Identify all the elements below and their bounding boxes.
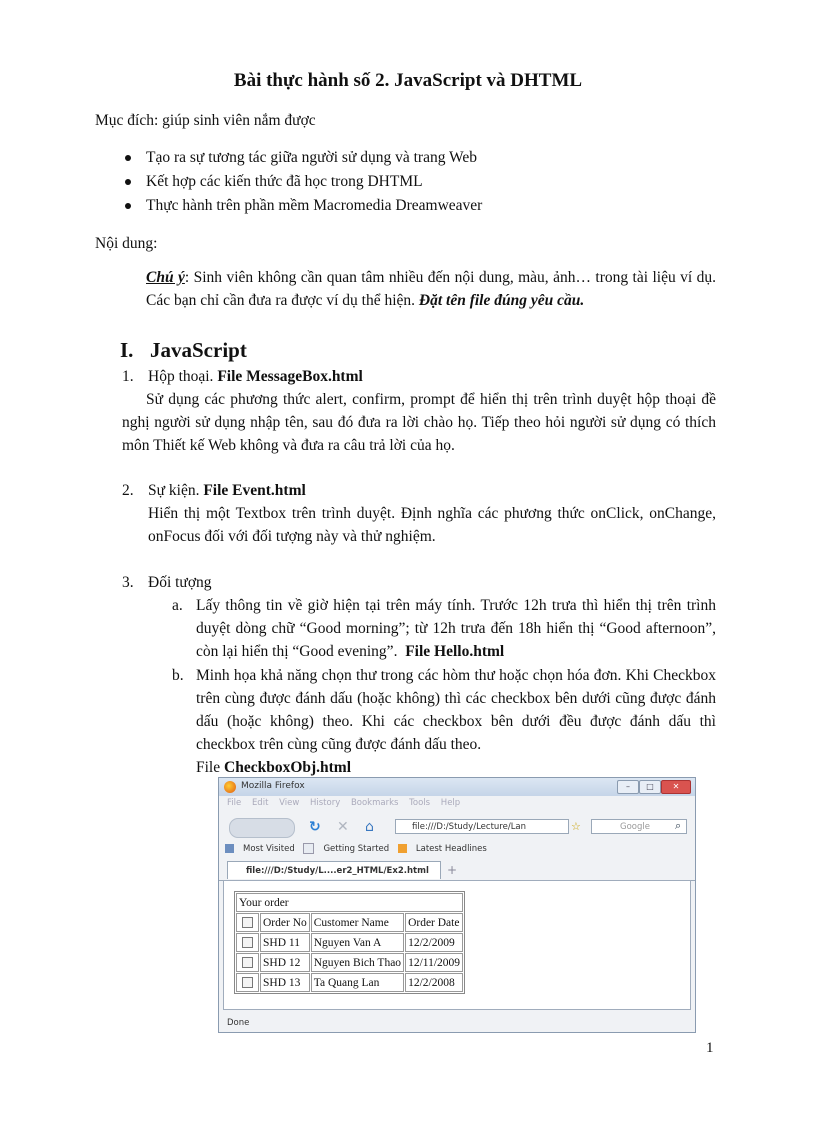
stop-icon[interactable]: ✕	[337, 819, 349, 835]
table-caption: Your order	[236, 893, 463, 912]
maximize-icon[interactable]: □	[639, 780, 661, 794]
search-input[interactable]: Google	[591, 819, 687, 834]
bookmark-icon	[225, 844, 234, 853]
bookmark-label: Getting Started	[323, 844, 390, 854]
rss-icon	[398, 844, 407, 853]
bullet-item: Thực hành trên phần mềm Macromedia Dreamweaver	[122, 194, 482, 218]
bookmarks-toolbar	[219, 840, 695, 858]
bookmark-getting-started[interactable]	[303, 844, 389, 854]
page-title: Bài thực hành số 2. JavaScript và DHTML	[233, 70, 583, 91]
item-2-body: Hiển thị một Textbox trên trình duyệt. Định nghĩa các phương thức onClick, onChange, onFocus đối với đối tượng này và thử nghiệm.	[148, 505, 716, 545]
purpose-bullet-list	[122, 146, 482, 218]
menu-view[interactable]: View	[279, 798, 300, 808]
order-date-cell: 12/11/2009	[405, 953, 463, 972]
sub-a-body	[196, 594, 716, 663]
browser-window-title: Mozilla Firefox	[241, 781, 305, 791]
browser-content	[223, 880, 691, 1010]
menu-tools[interactable]: Tools	[409, 798, 431, 808]
section-title: JavaScript	[150, 338, 247, 362]
close-icon[interactable]: ✕	[661, 780, 691, 794]
page-number: 1	[706, 1040, 714, 1056]
order-no-cell: SHD 13	[260, 973, 310, 992]
item-file: File MessageBox.html	[217, 368, 363, 385]
bullet-item: Tạo ra sự tương tác giữa người sử dụng và trang Web	[122, 146, 482, 170]
select-all-checkbox[interactable]	[242, 917, 253, 928]
item-2-heading	[122, 479, 306, 502]
item-1-body: Sử dụng các phương thức alert, confirm, prompt để hiển thị trên trình duyệt hộp thoại đề nghị người sử dụng nhập tên, sau đó đưa ra lời chào họ. Tiếp theo hỏi người sử dụng có thích môn Thiết kế Web không và đưa ra câu trả lời của họ.	[122, 391, 716, 454]
minimize-icon[interactable]: –	[617, 780, 639, 794]
browser-screenshot	[218, 777, 696, 1033]
select-all-cell	[236, 913, 259, 932]
sub-b-file: CheckboxObj.html	[224, 759, 352, 776]
note-text: : Sinh viên không cần quan tâm nhiều đến nội dung, màu, ảnh… trong tài liệu ví dụ. Các bạn chỉ cần đưa ra được ví dụ thể hiện.	[146, 269, 716, 309]
menu-edit[interactable]: Edit	[251, 798, 269, 808]
order-no-cell: SHD 11	[260, 933, 310, 952]
bullet-item: Kết hợp các kiến thức đã học trong DHTML	[122, 170, 482, 194]
new-tab-icon[interactable]: +	[447, 863, 458, 877]
row-checkbox[interactable]	[242, 957, 253, 968]
note-paragraph	[146, 266, 716, 312]
section-heading	[120, 338, 247, 363]
column-header: Order No	[260, 913, 310, 932]
bookmark-latest-headlines[interactable]	[398, 844, 487, 854]
item-3-heading	[122, 571, 212, 594]
note-emphasis: Đặt tên file đúng yêu cầu.	[418, 292, 585, 309]
section-number: I.	[120, 338, 134, 362]
row-checkbox[interactable]	[242, 937, 253, 948]
order-no-cell: SHD 12	[260, 953, 310, 972]
note-label: Chú ý	[146, 269, 185, 286]
sub-b-body	[196, 664, 716, 756]
customer-name-cell: Ta Quang Lan	[311, 973, 404, 992]
bookmark-label: Latest Headlines	[415, 844, 487, 854]
content-label: Nội dung:	[95, 235, 158, 252]
sub-b-text: Minh họa khả năng chọn thư trong các hòm thư hoặc chọn hóa đơn. Khi Checkbox trên cùng được đánh dấu (hoặc không) thì các checkbox bên dưới cũng được đánh dấu (hoặc không) theo. Khi các checkbox bên dưới đều được đánh dấu thì checkbox trên cùng cũng được đánh dấu theo.	[196, 667, 716, 753]
sub-a-text: Lấy thông tin về giờ hiện tại trên máy tính. Trước 12h trưa thì hiển thị trên trình duyệt dòng chữ “Good morning”; từ 12h trưa đến 18h hiển thị “Good afternoon”, còn lại hiển thị “Good evening”.	[196, 597, 716, 660]
row-checkbox[interactable]	[242, 977, 253, 988]
search-icon[interactable]: ⌕	[675, 819, 682, 832]
url-bar[interactable]: file:///D:/Study/Lecture/Lan	[395, 819, 569, 834]
home-icon[interactable]: ⌂	[365, 819, 374, 835]
order-table	[234, 891, 465, 994]
bookmark-label: Most Visited	[243, 844, 295, 854]
item-number: 3.	[122, 574, 134, 591]
browser-tab[interactable]: file:///D:/Study/L....er2_HTML/Ex2.html	[227, 861, 441, 879]
column-header: Customer Name	[311, 913, 404, 932]
item-number: 2.	[122, 482, 134, 499]
menu-file[interactable]: File	[227, 798, 242, 808]
sub-letter-b: b.	[172, 667, 184, 684]
browser-nav-bar	[219, 812, 695, 840]
browser-tab-bar	[219, 858, 695, 881]
menu-history[interactable]: History	[309, 798, 341, 808]
customer-name-cell: Nguyen Van A	[311, 933, 404, 952]
bookmark-most-visited[interactable]	[225, 844, 295, 854]
item-number: 1.	[122, 368, 134, 385]
column-header: Order Date	[405, 913, 463, 932]
item-label: Đối tượng	[148, 574, 212, 591]
sub-letter-a: a.	[172, 597, 183, 614]
browser-title-bar	[219, 778, 695, 796]
back-forward-buttons[interactable]	[229, 818, 295, 838]
row-checkbox-cell	[236, 953, 259, 972]
browser-menu-bar	[219, 798, 695, 812]
firefox-icon	[224, 781, 236, 793]
row-checkbox-cell	[236, 973, 259, 992]
table-row	[236, 953, 463, 972]
menu-bookmarks[interactable]: Bookmarks	[350, 798, 399, 808]
sub-b-file-line	[196, 756, 351, 779]
item-1-heading	[122, 365, 363, 388]
sub-b-file-prefix: File	[196, 759, 224, 776]
sub-a-file: File Hello.html	[405, 643, 505, 660]
row-checkbox-cell	[236, 933, 259, 952]
reload-icon[interactable]: ↻	[309, 819, 321, 835]
table-header-row	[236, 913, 463, 932]
table-caption-row	[236, 893, 463, 912]
customer-name-cell: Nguyen Bich Thao	[311, 953, 404, 972]
item-file: File Event.html	[203, 482, 306, 499]
browser-status-bar: Done	[227, 1018, 250, 1028]
order-date-cell: 12/2/2008	[405, 973, 463, 992]
table-row	[236, 933, 463, 952]
menu-help[interactable]: Help	[440, 798, 461, 808]
star-icon[interactable]: ☆	[571, 820, 581, 833]
item-label: Hộp thoại.	[148, 368, 214, 385]
table-row	[236, 973, 463, 992]
order-date-cell: 12/2/2009	[405, 933, 463, 952]
purpose-label: Mục đích: giúp sinh viên nắm được	[95, 112, 316, 129]
item-label: Sự kiện.	[148, 482, 200, 499]
page-icon	[303, 843, 314, 854]
